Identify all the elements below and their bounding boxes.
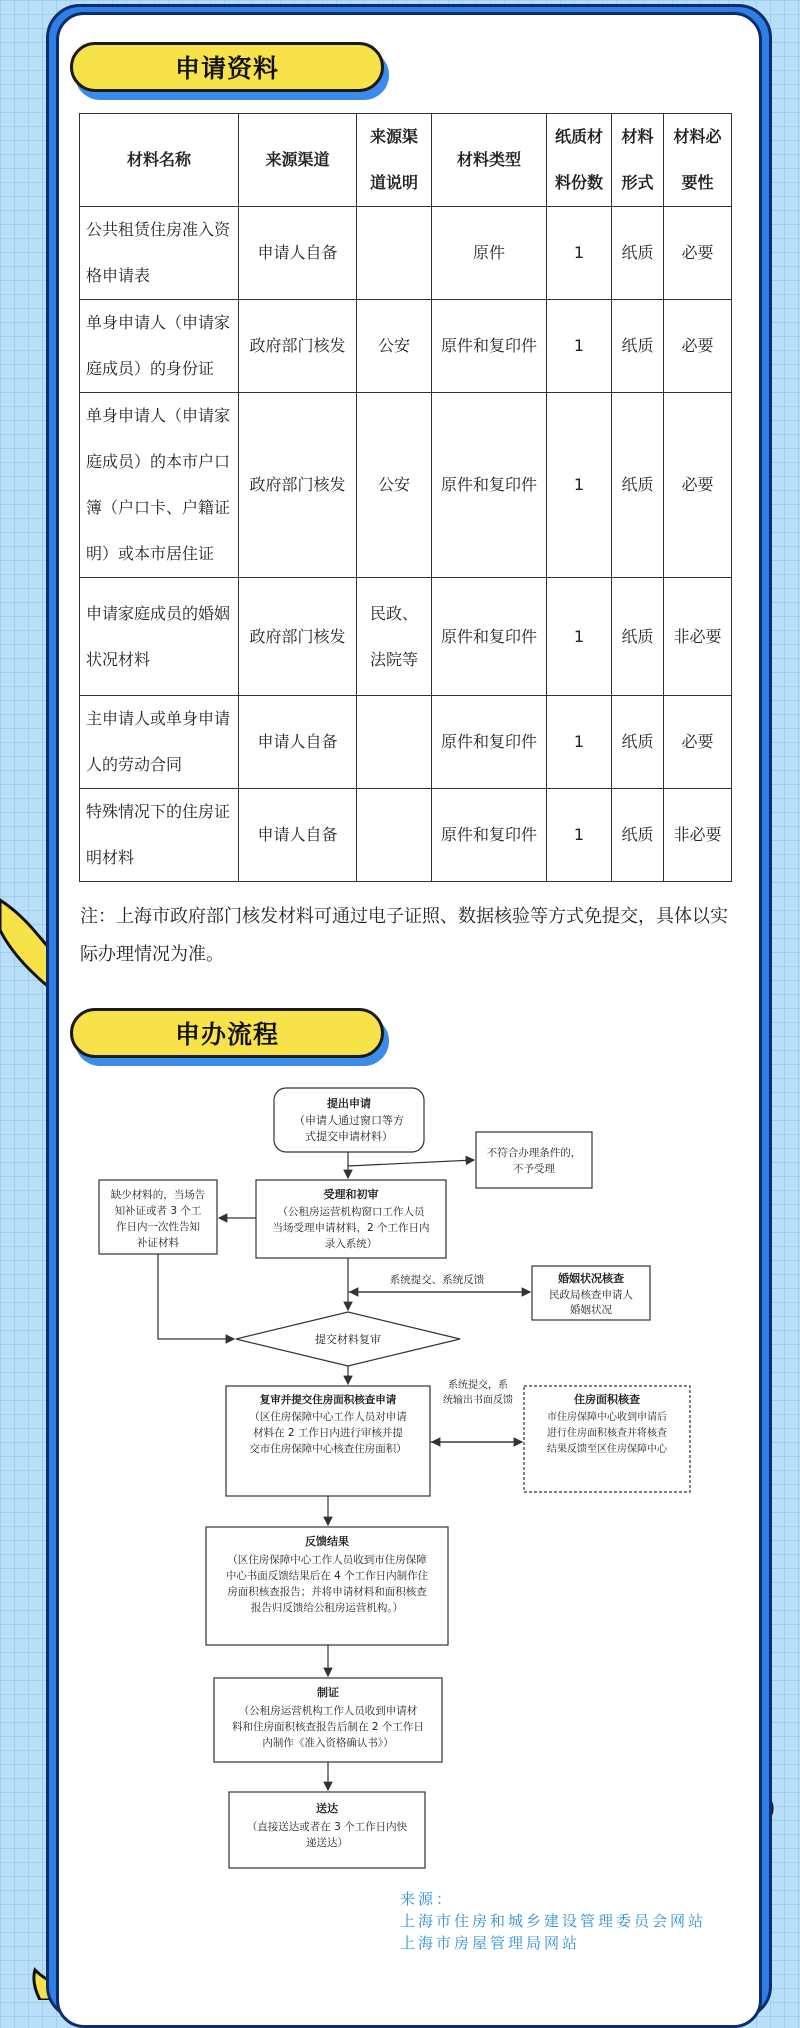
material-name: 申请家庭成员的婚姻状况材料 (80, 578, 239, 696)
material-type: 原件 (432, 207, 547, 300)
material-source: 政府部门核发 (239, 578, 357, 696)
system-output-label: 系统提交，系 (448, 1380, 508, 1391)
table-row (80, 696, 732, 789)
material-copies: 1 (547, 789, 612, 882)
accept-node-title: 受理和初审 (323, 1188, 379, 1201)
apply-node-desc: （申请人通过窗口等方 (294, 1114, 404, 1127)
deliver-node-title: 送达 (316, 1802, 338, 1815)
missing-node-text: 知补证或者 3 个工 (114, 1205, 202, 1217)
material-form: 纸质 (612, 393, 664, 578)
material-source-note (357, 696, 432, 789)
material-type: 原件和复印件 (432, 696, 547, 789)
area-node-desc: 进行住房面积核查并将核查 (547, 1428, 667, 1439)
material-form: 纸质 (612, 578, 664, 696)
cert-node-desc: 料和住房面积核查报告后制在 2 个工作日 (232, 1721, 424, 1733)
material-required: 必要 (664, 696, 732, 789)
cert-node-desc: （公租房运营机构工作人员收到申请材 (238, 1705, 418, 1717)
table-header-row (80, 114, 732, 207)
feedback-node-desc: （区住房保障中心工作人员收到市住房保障 (227, 1554, 427, 1566)
recheck-node-desc: 材料在 2 工作日内进行审核并提 (253, 1427, 403, 1439)
material-source-note (357, 789, 432, 882)
process-section-title: 申办流程 (70, 1008, 384, 1058)
process-flowchart (92, 1080, 712, 1880)
material-source: 政府部门核发 (239, 393, 357, 578)
area-node-desc: 结果反馈至区住房保障中心 (547, 1444, 667, 1455)
material-source-note: 公安 (357, 300, 432, 393)
feedback-node-desc: 报告归反馈给公租房运营机构。） (250, 1602, 404, 1614)
material-type: 原件和复印件 (432, 393, 547, 578)
accept-node-desc: 录入系统） (324, 1238, 378, 1250)
deliver-node-desc: 递送达） (306, 1837, 348, 1849)
process-section-tab (70, 1008, 390, 1064)
marriage-node-desc: 民政局核查申请人 (549, 1289, 633, 1301)
system-feedback-label: 系统提交、系统反馈 (389, 1274, 485, 1286)
material-required: 非必要 (664, 578, 732, 696)
note-text: 注：上海市政府部门核发材料可通过电子证照、数据核验等方式免提交，具体以实际办理情况为准。 (80, 906, 728, 965)
column-header: 材料名称 (80, 114, 239, 207)
source-block (400, 1888, 706, 1954)
material-required: 必要 (664, 393, 732, 578)
recheck-node-title: 复审并提交住房面积核查申请 (259, 1394, 397, 1406)
column-header: 材料形式 (612, 114, 664, 207)
column-header: 来源渠道 (239, 114, 357, 207)
table-row (80, 789, 732, 882)
recheck-node-desc: 交市住房保障中心核查住房面积） (249, 1443, 407, 1455)
material-type: 原件和复印件 (432, 789, 547, 882)
feedback-node-desc: 中心书面反馈结果后在 4 个工作日内制作住 (225, 1570, 429, 1582)
table-row (80, 207, 732, 300)
material-copies: 1 (547, 207, 612, 300)
marriage-node-desc: 婚姻状况 (570, 1304, 612, 1316)
missing-node-text: 缺少材料的，当场告 (110, 1189, 206, 1201)
table-row (80, 393, 732, 578)
review-node-text: 提交材料复审 (315, 1333, 381, 1346)
material-name: 特殊情况下的住房证明材料 (80, 789, 239, 882)
material-copies: 1 (547, 393, 612, 578)
reject-node-box (476, 1132, 592, 1188)
material-name: 公共租赁住房准入资格申请表 (80, 207, 239, 300)
material-source: 申请人自备 (239, 696, 357, 789)
cert-node-desc: 内制作《准入资格确认书》） (262, 1737, 394, 1749)
marriage-node-title: 婚姻状况核查 (558, 1272, 624, 1285)
materials-section-tab (70, 42, 390, 98)
material-required: 非必要 (664, 789, 732, 882)
system-output-label: 统输出书面反馈 (443, 1395, 513, 1406)
reject-node-text: 不符合办理条件的， (486, 1147, 582, 1159)
apply-node-desc: 式提交申请材料） (305, 1130, 393, 1143)
accept-node-desc: （公租房运营机构窗口工作人员 (277, 1206, 425, 1218)
area-node-title: 住房面积核查 (574, 1393, 640, 1406)
column-header: 材料类型 (432, 114, 547, 207)
column-header: 材料必要性 (664, 114, 732, 207)
accept-node-desc: 当场受理申请材料，2 个工作日内 (272, 1222, 430, 1234)
table-row (80, 300, 732, 393)
apply-node-title: 提出申请 (327, 1097, 371, 1110)
material-name: 主申请人或单身申请人的劳动合同 (80, 696, 239, 789)
material-type: 原件和复印件 (432, 578, 547, 696)
material-form: 纸质 (612, 696, 664, 789)
column-header: 来源渠道说明 (357, 114, 432, 207)
material-source: 申请人自备 (239, 207, 357, 300)
source-link-2: 上海市房屋管理局网站 (400, 1934, 581, 1952)
cert-node-title: 制证 (317, 1686, 339, 1699)
recheck-node-desc: （区住房保障中心工作人员对申请 (249, 1411, 407, 1423)
column-header: 纸质材料份数 (547, 114, 612, 207)
material-type: 原件和复印件 (432, 300, 547, 393)
material-source-note: 民政、法院等 (357, 578, 432, 696)
material-copies: 1 (547, 696, 612, 789)
material-source-note (357, 207, 432, 300)
reject-node-text: 不予受理 (513, 1163, 555, 1175)
material-copies: 1 (547, 300, 612, 393)
material-copies: 1 (547, 578, 612, 696)
material-form: 纸质 (612, 300, 664, 393)
feedback-node-desc: 房面积核查报告；并将申请材料和面积核查 (227, 1586, 427, 1598)
area-node-desc: 市住房保障中心收到申请后 (547, 1412, 667, 1423)
table-row (80, 578, 732, 696)
material-required: 必要 (664, 207, 732, 300)
source-label: 来源： (400, 1890, 455, 1908)
material-required: 必要 (664, 300, 732, 393)
materials-section-title: 申请资料 (70, 42, 384, 92)
feedback-node-title: 反馈结果 (305, 1535, 349, 1548)
material-source: 政府部门核发 (239, 300, 357, 393)
material-form: 纸质 (612, 207, 664, 300)
deliver-node-desc: （直接送达或者在 3 个工作日内快 (246, 1821, 408, 1833)
source-link-1: 上海市住房和城乡建设管理委员会网站 (400, 1912, 707, 1930)
materials-table (79, 113, 732, 882)
material-name: 单身申请人（申请家庭成员）的身份证 (80, 300, 239, 393)
missing-node-text: 作日内一次性告知 (116, 1221, 200, 1233)
missing-node-text: 补证材料 (137, 1237, 179, 1249)
material-source: 申请人自备 (239, 789, 357, 882)
material-source-note: 公安 (357, 393, 432, 578)
material-name: 单身申请人（申请家庭成员）的本市户口簿（户口卡、户籍证明）或本市居住证 (80, 393, 239, 578)
material-form: 纸质 (612, 789, 664, 882)
